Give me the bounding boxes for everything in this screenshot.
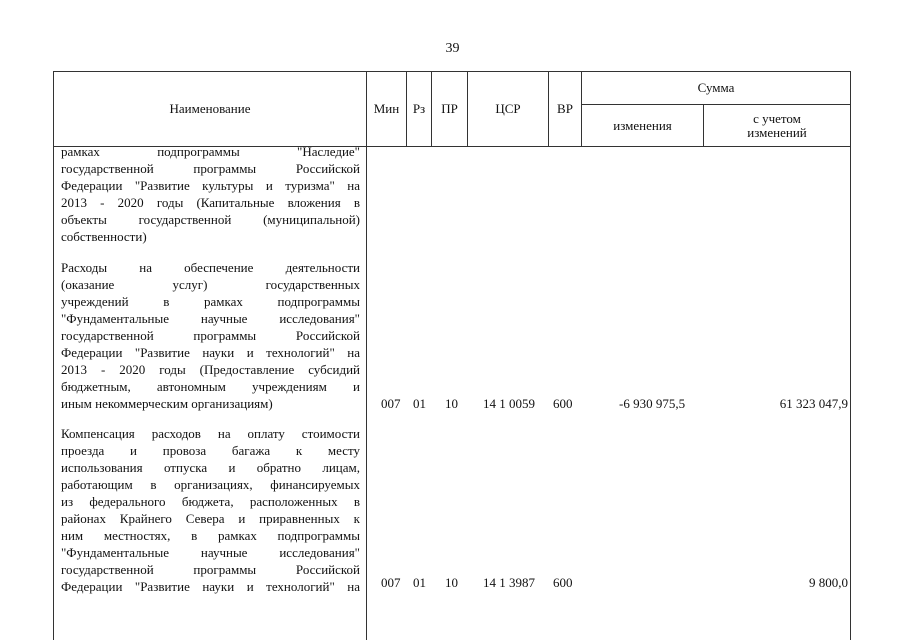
column-border	[366, 146, 367, 640]
cell-min: 007	[381, 575, 401, 590]
header-sum: Сумма	[581, 71, 851, 105]
header-change: изменения	[581, 104, 704, 147]
cell-rz: 01	[413, 396, 426, 411]
cell-total: 9 800,0	[809, 575, 848, 590]
header-pr: ПР	[431, 71, 468, 147]
header-csr: ЦСР	[467, 71, 549, 147]
cell-change: -6 930 975,5	[619, 396, 686, 411]
header-vr: ВР	[548, 71, 582, 147]
cell-csr: 14 1 0059	[483, 396, 535, 411]
cell-pr: 10	[445, 575, 458, 590]
cell-rz: 01	[413, 575, 426, 590]
header-name: Наименование	[53, 71, 367, 147]
page-number: 39	[445, 41, 460, 56]
row-description: рамках подпрограммы "Наследие" государственной программы Российской Федерации "Развитие культуры и туризма" на 2013 - 2020 годы (Капитальные вложения в объекты государственной (муниципальной) собственности)	[61, 144, 360, 244]
cell-csr: 14 1 3987	[483, 575, 535, 590]
cell-pr: 10	[445, 396, 458, 411]
row-description: Компенсация расходов на оплату стоимости проезда и провоза багажа к месту использования отпуска и обратно лицам, работающим в организациях, финансируемых из федерального бюджета, расположенных в районах Крайнего Севера и приравненных к ним местностях, в рамках подпрограммы "Фундаментальные научные исследования" государственной программы Российской Федерации "Развитие науки и технологий" на	[61, 426, 360, 594]
cell-total: 61 323 047,9	[779, 396, 848, 411]
header-with-change: с учетом изменений	[703, 104, 851, 147]
row-description: Расходы на обеспечение деятельности (оказание услуг) государственных учреждений в рамках подпрограммы "Фундаментальные научные исследования" государственной программы Российской Федерации "Развитие науки и технологий" на 2013 - 2020 годы (Предоставление субсидий бюджетным, автономным учреждениям и иным некоммерческим организациям)	[61, 260, 360, 411]
cell-vr: 600	[553, 575, 573, 590]
column-border	[850, 146, 851, 640]
cell-min: 007	[381, 396, 401, 411]
header-rz: Рз	[406, 71, 432, 147]
header-min: Мин	[366, 71, 407, 147]
column-border	[53, 146, 54, 640]
cell-vr: 600	[553, 396, 573, 411]
